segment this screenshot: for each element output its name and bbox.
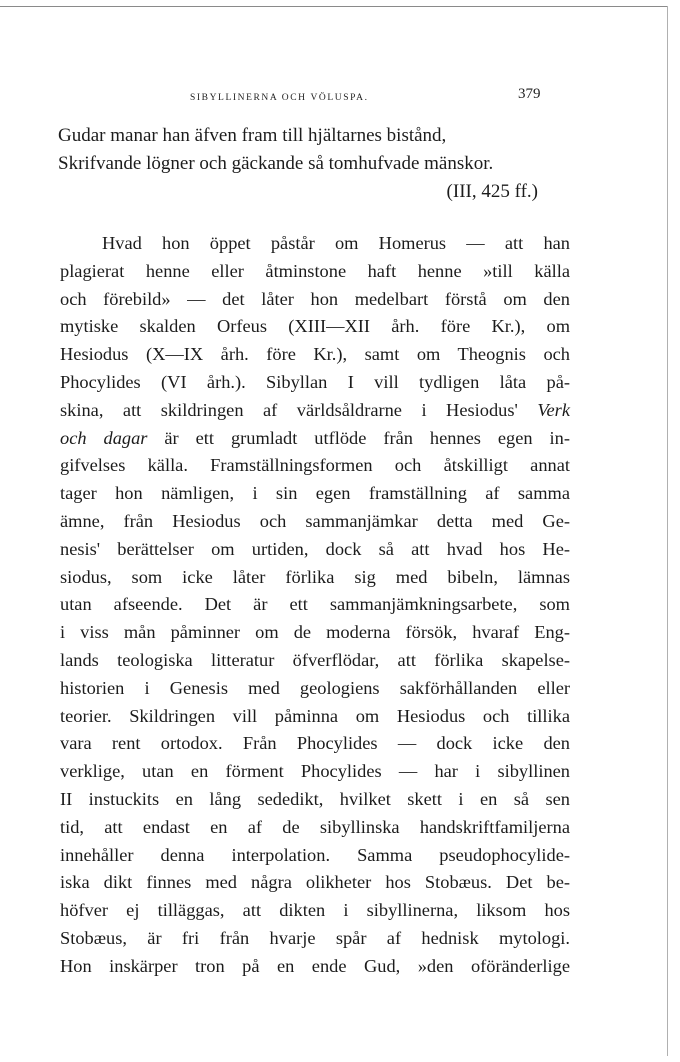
text-line: plagierat henne eller åtminstone haft henne »till källa: [60, 260, 570, 281]
text-line: Hvad hon öppet påstår om Homerus — att han: [102, 233, 570, 253]
text-line: innehåller denna interpolation. Samma pseudophocylide-: [60, 844, 570, 865]
running-head: SIBYLLINERNA OCH VÖLUSPA.: [190, 93, 369, 103]
text-segment: är ett grumladt utflöde från hennes egen in-: [164, 427, 570, 448]
text-line: gifvelses källa. Framställningsformen och åtskilligt annat: [60, 455, 570, 476]
text-line: teorier. Skildringen vill påminna om Hesiodus och tillika: [60, 705, 570, 726]
body-paragraph: [60, 230, 570, 981]
text-line: verklige, utan en förment Phocylides — har i sibyllinen: [60, 761, 570, 782]
verse-line: Skrifvande lögner och gäckande så tomhufvade mänskor.: [58, 153, 494, 174]
text-line: historien i Genesis med geologiens sakförhållanden eller: [60, 677, 570, 698]
text-line: tager hon nämligen, i sin egen framställning af samma: [60, 483, 570, 504]
text-line: Phocylides (VI årh.). Sibyllan I vill tydligen låta på-: [60, 371, 570, 392]
italic-title: och dagar: [60, 427, 148, 448]
text-line: höfver ej tilläggas, att dikten i sibyllinerna, liksom hos: [60, 900, 570, 921]
text-line: i viss mån påminner om de moderna försök, hvaraf Eng-: [60, 622, 570, 643]
italic-title: Verk: [537, 399, 570, 420]
text-line: Hesiodus (X—IX årh. före Kr.), samt om Theognis och: [60, 344, 570, 365]
verse-citation: (III, 425 ff.): [446, 181, 538, 202]
text-line: Hon inskärper tron på en ende Gud, »den oföränderlige: [60, 955, 570, 976]
top-border-line: [0, 6, 668, 7]
text-line: [60, 397, 570, 425]
text-line: [60, 425, 570, 453]
verse-quotation: [58, 122, 578, 206]
text-line: II instuckits en lång sededikt, hvilket skett i en så sen: [60, 788, 570, 809]
text-line: tid, att endast en af de sibyllinska handskriftfamiljerna: [60, 816, 570, 837]
text-line: mytiske skalden Orfeus (XIII—XII årh. före Kr.), om: [60, 316, 570, 337]
text-segment: skina, att skildringen af världsåldrarne i Hesiodus': [60, 399, 518, 420]
text-line: och förebild» — det låter hon medelbart förstå om den: [60, 288, 570, 309]
text-line: iska dikt finnes med några olikheter hos Stobæus. Det be-: [60, 872, 570, 893]
text-line: Stobæus, är fri från hvarje spår af hednisk mytologi.: [60, 927, 570, 948]
right-border-line: [667, 6, 668, 1056]
text-line: ämne, från Hesiodus och sammanjämkar detta med Ge-: [60, 510, 570, 531]
text-line: lands teologiska litteratur öfverflödar, att förlika skapelse-: [60, 649, 570, 670]
text-line: siodus, som icke låter förlika sig med bibeln, lämnas: [60, 566, 570, 587]
verse-line: Gudar manar han äfven fram till hjältarnes bistånd,: [58, 125, 447, 146]
text-line: utan afseende. Det är ett sammanjämkningsarbete, som: [60, 594, 570, 615]
text-line: nesis' berättelser om urtiden, dock så att hvad hos He-: [60, 538, 570, 559]
text-line: vara rent ortodox. Från Phocylides — dock icke den: [60, 733, 570, 754]
page-number: 379: [518, 86, 541, 102]
